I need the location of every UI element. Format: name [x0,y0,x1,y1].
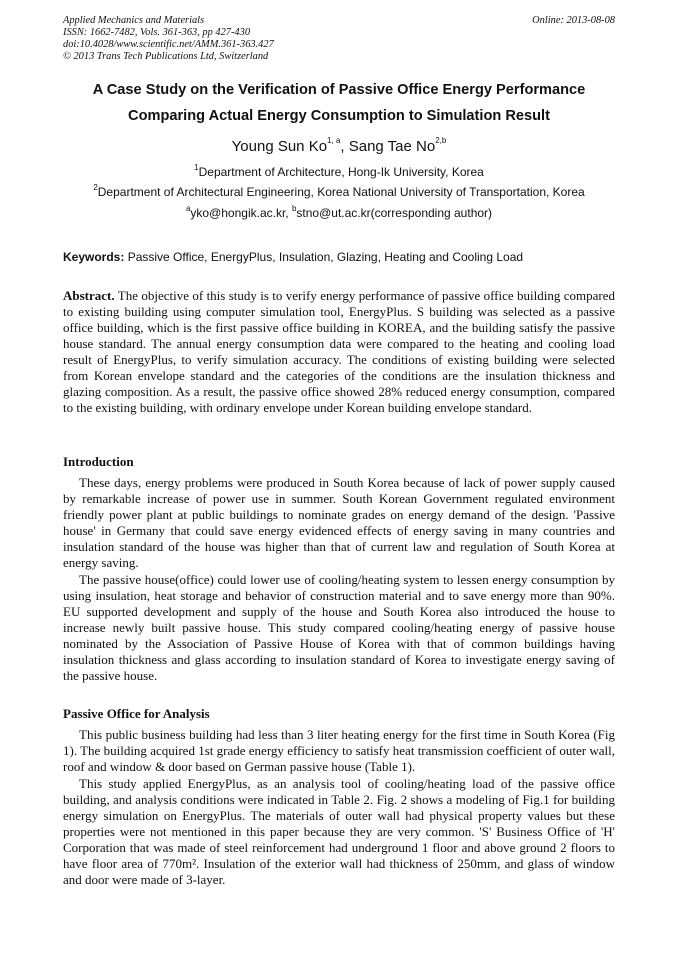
paper-title-line-1: A Case Study on the Verification of Passive Office Energy Performance [92,82,586,98]
copyright-line: © 2013 Trans Tech Publications Ltd, Switzerland [63,51,269,62]
section-heading-passive-office: Passive Office for Analysis [63,706,210,721]
keywords [63,250,615,264]
affiliation-1 [0,165,678,179]
email-b-mark: b [291,204,297,213]
affiliation-2-mark: 2 [93,183,98,192]
introduction-paragraph-1: These days, energy problems were produced in South Korea because of lack of power supply caused by remarkable increase of power use in summer. South Korean Government regulated environment friendly power plant at public buildings to nominate grades on energy demand of the design. 'Passive house' in Germany that could save energy evidenced effects of energy saving in many countries and insulation standard of the house was higher than that of current law and regulation of South Korea at energy saving. [63,475,615,570]
passive-office-paragraph-2: This study applied EnergyPlus, as an analysis tool of cooling/heating load of the passive office building, and analysis conditions were indicated in Table 2. Fig. 2 shows a modeling of Fig.1 for building energy simulation on EnergyPlus. The materials of outer wall had physical property values but these properties were not mentioned in this paper because they are very common. 'S' Business Office of 'H' Corporation that was made of steel reinforcement had underground 1 floor and above ground 2 floors to have floor area of 770m². Insulation of the exterior wall had thickness of 250mm, and glass of window and door were made of 3-layer. [63,776,615,887]
author-2-affiliation-mark: 2,b [435,136,447,145]
keywords-label: Keywords: [63,250,125,264]
author-separator: , [340,138,349,155]
affiliation-2 [0,185,678,199]
author-1-name: Young Sun Ko [231,138,328,155]
author-2-name: Sang Tae No [348,138,436,155]
keywords-text: Passive Office, EnergyPlus, Insulation, Glazing, Heating and Cooling Load [124,250,524,264]
introduction-paragraph-2: The passive house(office) could lower use of cooling/heating system to lessen energy consumption by using insulation, heat storage and behavior of construction material and to save energy more than 90%. EU supported development and supply of the house and South Korea also introduced the house to increase newly built passive house. This study compared cooling/heating energy of passive house nominated by the Association of Passive House of Korea with that of common buildings having insulation thickness and glass according to insulation standard of Korea to investigate energy saving of the passive house. [63,572,615,683]
email-a-mark: a [185,204,191,213]
affiliation-1-mark: 1 [194,163,199,172]
paper-title-line-2: Comparing Actual Energy Consumption to Simulation Result [128,108,550,124]
passive-office-paragraph-1: This public business building had less than 3 liter heating energy for the first time in South Korea (Fig 1). The building acquired 1st grade energy efficiency to satisfy heat transmission coefficient of outer wall, roof and window & door based on German passive house (Table 1). [63,727,615,774]
abstract-text: The objective of this study is to verify energy performance of passive office building compared to existing building using computer simulation tool, EnergyPlus. S building was selected as a passive office building, which is the first passive office building in KOREA, and the building satisfy the passive house standard. The annual energy consumption data were compared to the heating and cooling load result of EnergyPlus, to verify simulation accuracy. The conditions of existing building were selected from Korean envelope standard and the categories of the conditions are the insulation thickness and glazing composition. As a result, the passive office showed 28% reduced energy consumption, compared to the existing building, with ordinary envelope under Korean building envelope standard. [63,288,615,415]
author-1-affiliation-mark: 1, a [327,136,341,145]
section-heading-introduction: Introduction [63,454,134,469]
affiliation-1-text: Department of Architecture, Hong-Ik University, Korea [198,165,484,179]
journal-name: Applied Mechanics and Materials [63,15,205,26]
online-date: Online: 2013-08-08 [532,15,615,26]
author-emails [0,206,678,220]
affiliation-2-text: Department of Architectural Engineering, Korea National University of Transportation, Korea [97,185,585,199]
abstract-label: Abstract. [63,288,115,303]
doi-line: doi:10.4028/www.scientific.net/AMM.361-363.427 [63,39,274,50]
email-b: stno@ut.ac.kr(corresponding author) [296,206,493,220]
author-list [0,138,678,155]
abstract [63,288,615,416]
email-a: yko@hongik.ac.kr, [190,206,292,220]
publication-header [63,15,615,63]
issn-line: ISSN: 1662-7482, Vols. 361-363, pp 427-430 [63,27,251,38]
